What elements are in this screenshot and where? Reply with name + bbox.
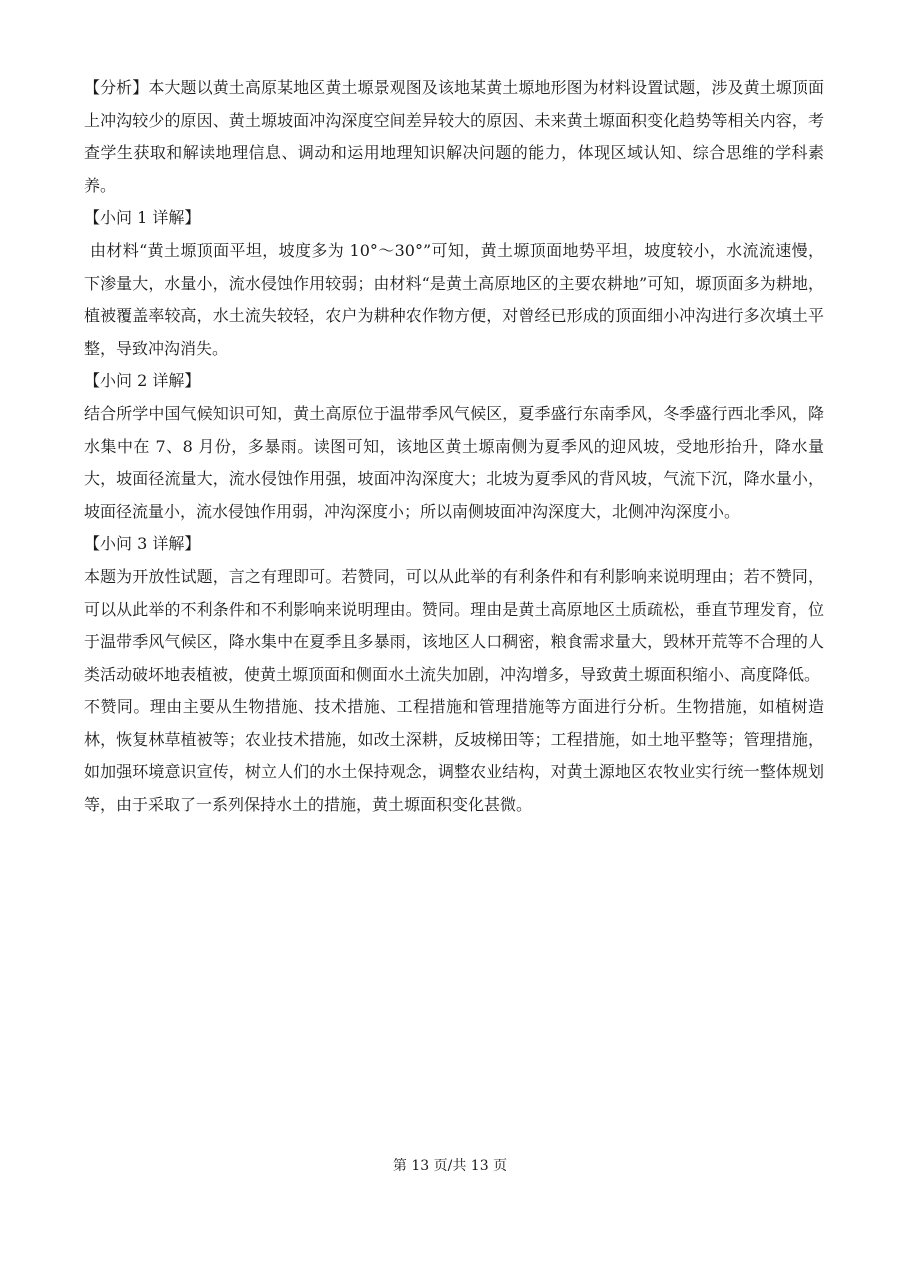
q3-paragraph-disagree: 不赞同。理由主要从生物措施、技术措施、工程措施和管理措施等方面进行分析。生物措施，如植树造林，恢复林草植被等；农业技术措施，如改土深耕，反坡梯田等；工程措施，如土地平整等；管理措施，如加强环境意识宣传，树立人们的水土保持观念，调整农业结构，对黄土源地区农牧业实行统一整体规划等，由于采取了一系列保持水土的措施，黄土塬面积变化甚微。 bbox=[84, 697, 824, 815]
q3-heading: 【小问 3 详解】 bbox=[84, 534, 201, 554]
q2-paragraph: 结合所学中国气候知识可知，黄土高原位于温带季风气候区，夏季盛行东南季风，冬季盛行西北季风，降水集中在 7、8 月份，多暴雨。读图可知，该地区黄土塬南侧为夏季风的迎风坡，受地形抬升，降水量大，坡面径流量大，流水侵蚀作用强，坡面冲沟深度大；北坡为夏季风的背风坡，气流下沉，降水量小，坡面径流量小，流水侵蚀作用弱，冲沟深度小；所以南侧坡面冲沟深度大，北侧冲沟深度小。 bbox=[84, 403, 824, 521]
q1-paragraph: 由材料“黄土塬顶面平坦，坡度多为 10°～30°”可知，黄土塬顶面地势平坦，坡度较小，水流流速慢，下渗量大，水量小，流水侵蚀作用较弱；由材料“是黄土高原地区的主要农耕地”可知，塬顶面多为耕地，植被覆盖率较高，水土流失较轻，农户为耕种农作物方便，对曾经已形成的顶面细小冲沟进行多次填土平整，导致冲沟消失。 bbox=[84, 240, 824, 358]
analysis-paragraph bbox=[84, 72, 824, 202]
q2-heading: 【小问 2 详解】 bbox=[84, 371, 201, 391]
q1-heading: 【小问 1 详解】 bbox=[84, 208, 201, 228]
analysis-label: 【分析】 bbox=[84, 78, 149, 97]
page-number: 第 13 页/共 13 页 bbox=[392, 1158, 508, 1174]
q3-paragraph-agree: 本题为开放性试题，言之有理即可。若赞同，可以从此举的有利条件和有利影响来说明理由；若不赞同，可以从此举的不利条件和不利影响来说明理由。赞同。理由是黄土高原地区土质疏松，垂直节理发育，位于温带季风气候区，降水集中在夏季且多暴雨，该地区人口稠密，粮食需求量大，毁林开荒等不合理的人类活动破坏地表植被，使黄土塬顶面和侧面水土流失加剧，冲沟增多，导致黄土塬面积缩小、高度降低。 bbox=[84, 566, 824, 684]
analysis-text: 本大题以黄土高原某地区黄土塬景观图及该地某黄土塬地形图为材料设置试题，涉及黄土塬顶面上冲沟较少的原因、黄土塬坡面冲沟深度空间差异较大的原因、未来黄土塬面积变化趋势等相关内容，考查学生获取和解读地理信息、调动和运用地理知识解决问题的能力，体现区域认知、综合思维的学科素养。 bbox=[84, 78, 824, 195]
document-body bbox=[84, 72, 824, 822]
